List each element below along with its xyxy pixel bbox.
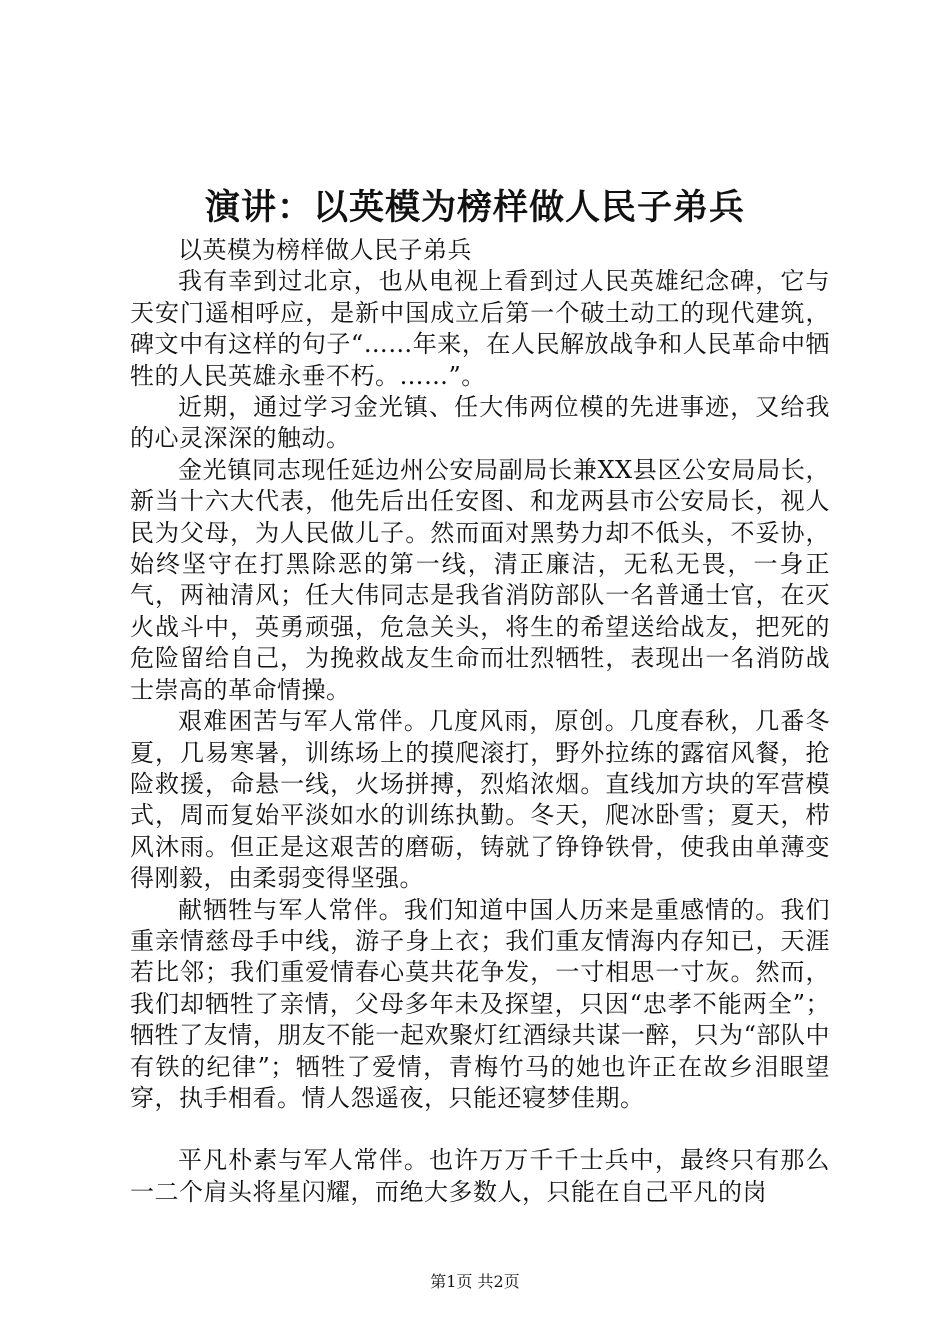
page-number-footer: 第1页 共2页 bbox=[430, 1272, 520, 1291]
document-body bbox=[130, 235, 830, 1208]
subtitle-paragraph: 以英模为榜样做人民子弟兵 bbox=[178, 236, 472, 264]
paragraph-hardship: 艰难困苦与军人常伴。几度风雨，原创。几度春秋，几番冬夏，几易寒暑，训练场上的摸爬滚打，野外拉练的露宿风餐，抢险救援，命悬一线，火场拼搏，烈焰浓烟。直线加方块的军营模式，周而复始平淡如水的训练执勤。冬天，爬冰卧雪；夏天，栉风沐雨。但正是这艰苦的磨砺，铸就了铮铮铁骨，使我由单薄变得刚毅，由柔弱变得坚强。 bbox=[130, 707, 830, 893]
paragraph-monument: 我有幸到过北京，也从电视上看到过人民英雄纪念碑，它与天安门遥相呼应，是新中国成立后第一个破土动工的现代建筑，碑文中有这样的句子“……年来，在人民解放战争和人民革命中牺牲的人民英雄永垂不朽。……”。 bbox=[130, 267, 830, 390]
paragraph-heroes: 金光镇同志现任延边州公安局副局长兼XX县区公安局局长，新当十六大代表，他先后出任安图、和龙两县市公安局长，视人民为父母，为人民做儿子。然而面对黑势力却不低头，不妥协，始终坚守在打黑除恶的第一线，清正廉洁，无私无畏，一身正气，两袖清风；任大伟同志是我省消防部队一名普通士官，在灭火战斗中，英勇顽强，危急关头，将生的希望送给战友，把死的危险留给自己，为挽救战友生命而壮烈牺牲，表现出一名消防战士崇高的革命情操。 bbox=[130, 455, 830, 704]
paragraph-recent-study: 近期，通过学习金光镇、任大伟两位模的先进事迹，又给我的心灵深深的触动。 bbox=[130, 393, 830, 453]
paragraph-ordinary: 平凡朴素与军人常伴。也许万万千千士兵中，最终只有那么一二个肩头将星闪耀，而绝大多数人，只能在自己平凡的岗 bbox=[130, 1146, 830, 1206]
document-title: 演讲：以英模为榜样做人民子弟兵 bbox=[204, 187, 745, 228]
paragraph-spacer bbox=[130, 1114, 830, 1145]
paragraph-sacrifice: 献牺牲与军人常伴。我们知道中国人历来是重感情的。我们重亲情慈母手中线，游子身上衣；我们重友情海内存知已，天涯若比邻；我们重爱情春心莫共花争发，一寸相思一寸灰。然而，我们却牺牲了亲情，父母多年未及探望，只因“忠孝不能两全”；牺牲了友情，朋友不能一起欢聚灯红酒绿共谋一醉，只为“部队中有铁的纪律”；牺牲了爱情，青梅竹马的她也许正在故乡泪眼望穿，执手相看。情人怨遥夜，只能还寝梦佳期。 bbox=[130, 895, 830, 1112]
